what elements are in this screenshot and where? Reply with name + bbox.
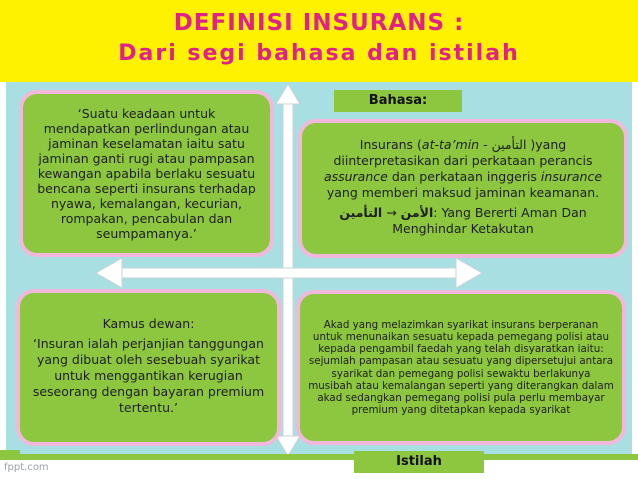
box-definition-general-text: ‘Suatu keadaan untuk mendapatkan perlindungan atau jaminan keselamatan iaitu satu jaminan ganti rugi atau pampasan kewangan apabila berlaku sesuatu bencana seperti insurans terhadap nyawa, kemalangan, kecurian, rompakan, pencabulan dan seumpamanya.’ bbox=[37, 106, 256, 241]
etymology-term: at-ta’min bbox=[421, 136, 480, 152]
word-french: assurance bbox=[323, 168, 388, 184]
footer-logo: fppt.com bbox=[4, 462, 49, 473]
box-definition-general bbox=[19, 90, 274, 257]
etymology-prefix: Insurans ( bbox=[359, 136, 422, 152]
accent-stripe bbox=[0, 454, 638, 460]
title-line-2: Dari segi bahasa dan istilah bbox=[118, 41, 520, 66]
arrow-icon: → bbox=[386, 204, 397, 220]
box-definition-term bbox=[296, 290, 626, 445]
etymology-arabic: التأمين bbox=[491, 136, 527, 152]
word-english: insurance bbox=[540, 168, 603, 184]
etymology-middle: dan perkataan inggeris bbox=[387, 168, 541, 184]
label-bahasa: Bahasa: bbox=[334, 90, 462, 112]
term-definition-text: Akad yang melazimkan syarikat insurans berperanan untuk menunaikan sesuatu kepada pemegang polisi atau kepada pengambil faedah yang telah disyaratkan iaitu: sejumlah pampasan atau sesuatu yang dipersetujui antara syarikat dan pemegang polisi sewaktu berlakunya musibah atau kemalangan seperti yang diterangkan dalam akad sedangkan pemegang polisi pula perlu membayar premium yang ditetapkan kepada syarikat bbox=[308, 318, 614, 417]
language-etymology bbox=[312, 137, 614, 201]
etymology-separator: - bbox=[479, 136, 492, 152]
root-arabic: التأمين bbox=[339, 204, 383, 220]
box-definition-language bbox=[298, 119, 628, 258]
dictionary-heading: Kamus dewan: bbox=[102, 315, 195, 331]
label-istilah: Istilah bbox=[354, 451, 484, 473]
etymology-end: yang memberi maksud jaminan keamanan. bbox=[326, 184, 600, 200]
dictionary-text: ‘Insuran ialah perjanjian tanggungan yang dibuat oleh sesebuah syarikat untuk menggantikan kerugian seseorang dengan bayaran premium tertentu.’ bbox=[32, 335, 265, 415]
root-arabic-2: الأمن bbox=[400, 204, 434, 220]
title-line-1: DEFINISI INSURANS : bbox=[173, 10, 465, 36]
etymology-description: )yang diinterpretasikan dari perkataan perancis bbox=[333, 136, 593, 168]
box-definition-dictionary bbox=[16, 289, 281, 446]
root-meaning-text: : Yang Bererti Aman Dan Menghindar Ketakutan bbox=[392, 204, 587, 236]
language-root-meaning bbox=[312, 205, 614, 237]
